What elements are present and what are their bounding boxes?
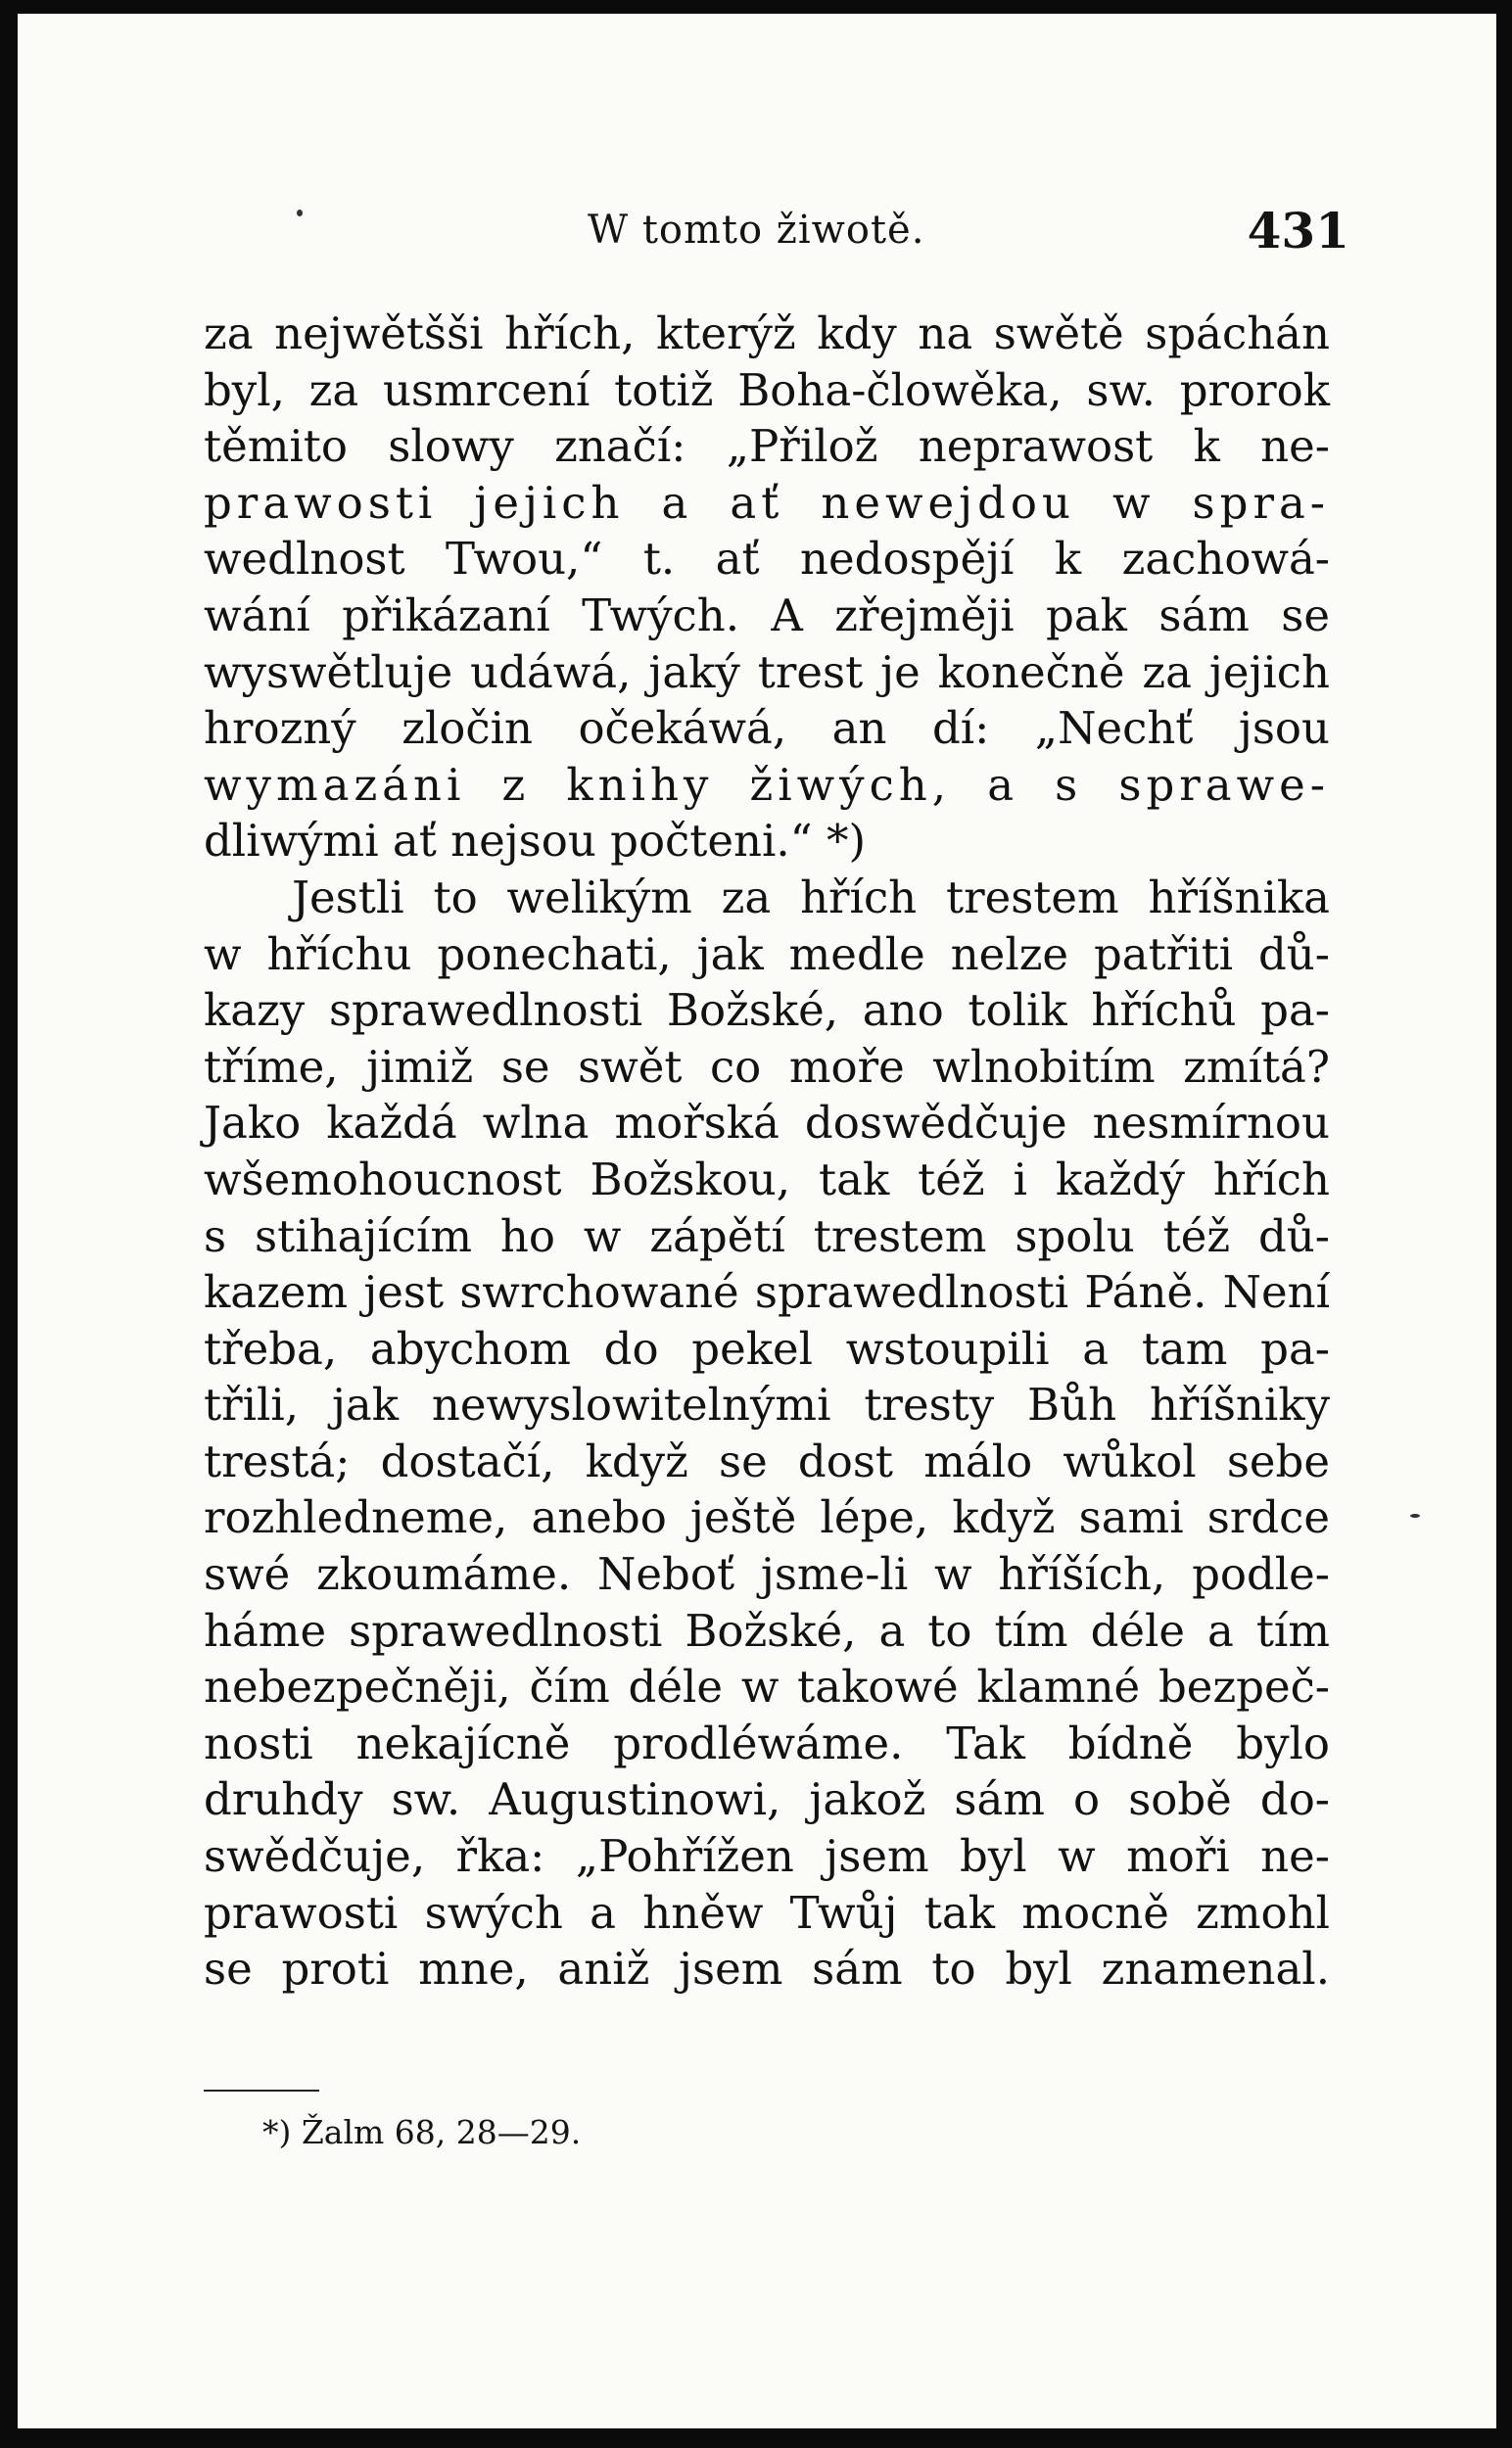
text-line: nosti nekajícně prodléwáme. Tak bídně bylo <box>204 1717 1330 1769</box>
text-line: wání přikázaní Twých. A zřejměji pak sám se <box>204 588 1330 641</box>
text-line: swědčuje, řka: „Pohřížen jsem byl w moři ne- <box>204 1830 1330 1883</box>
text-line: kazy sprawedlnosti Božské, ano tolik hříchů pa- <box>204 984 1330 1037</box>
paper-speck <box>297 210 303 216</box>
text-line: hrozný zločin očekáwá, an dí: „Nechť jsou <box>204 702 1330 755</box>
text-line: kazem jest swrchowané sprawedlnosti Páně. Není <box>204 1266 1330 1319</box>
text-line: nebezpečněji, čím déle w takowé klamné bezpeč- <box>204 1661 1330 1714</box>
text-line: rozhledneme, anebo ještě lépe, když sami srdce <box>204 1491 1330 1544</box>
text-line: těmito slowy značí: „Přilož neprawost k ne- <box>204 420 1330 473</box>
text-line: w hříchu ponechati, jak medle nelze patřiti dů- <box>204 927 1330 980</box>
text-line: háme sprawedlnosti Božské, a to tím déle a tím <box>204 1604 1330 1657</box>
text-line: za nejwětšši hřích, kterýž kdy na swětě spáchán <box>204 307 1330 359</box>
text-line: třeba, abychom do pekel wstoupili a tam pa- <box>204 1322 1330 1375</box>
paper-speck <box>1410 1514 1420 1518</box>
body-text <box>204 306 1330 1998</box>
page-number: 431 <box>1247 202 1349 259</box>
text-line: prawosti swých a hněw Twůj tak mocně zmohl <box>204 1886 1330 1939</box>
text-line: se proti mne, aniž jsem sám to byl znamenal. <box>204 1943 1330 1996</box>
text-line: trestá; dostačí, když se dost málo wůkol sebe <box>204 1435 1330 1487</box>
text-line: wšemohoucnost Božskou, tak též i každý hřích <box>204 1153 1330 1205</box>
footnote-rule <box>204 2090 319 2092</box>
text-line: třili, jak newyslowitelnými tresty Bůh hříšniky <box>204 1379 1330 1432</box>
text-line: wymazáni z knihy žiwých, a s sprawe- <box>204 758 1330 811</box>
text-line: swé zkoumáme. Neboť jsme-li w hříších, podle- <box>204 1548 1330 1601</box>
text-line: byl, za usmrcení totiž Boha-člowěka, sw. prorok <box>204 363 1330 416</box>
book-page <box>18 14 1496 2428</box>
page-header <box>18 200 1496 268</box>
running-head: W tomto žiwotě. <box>588 208 925 253</box>
text-line: wedlnost Twou,“ t. ať nedospějí k zachowá- <box>204 533 1330 586</box>
text-line: tříme, jimiž se swět co moře wlnobitím zmítá? <box>204 1040 1330 1093</box>
text-line: druhdy sw. Augustinowi, jakož sám o sobě do- <box>204 1773 1330 1826</box>
text-line: prawosti jejich a ať newejdou w spra- <box>204 476 1330 529</box>
text-line: Jestli to welikým za hřích trestem hříšnika <box>292 871 1330 923</box>
footnote: *) Žalm 68, 28—29. <box>262 2113 582 2151</box>
text-line: dliwými ať nejsou počteni.“ *) <box>204 815 867 868</box>
text-line: s stihajícím ho w zápětí trestem spolu též dů- <box>204 1209 1330 1262</box>
text-line: wyswětluje udáwá, jaký trest je konečně za jejich <box>204 645 1330 698</box>
text-line: Jako každá wlna mořská doswědčuje nesmírnou <box>204 1097 1330 1150</box>
